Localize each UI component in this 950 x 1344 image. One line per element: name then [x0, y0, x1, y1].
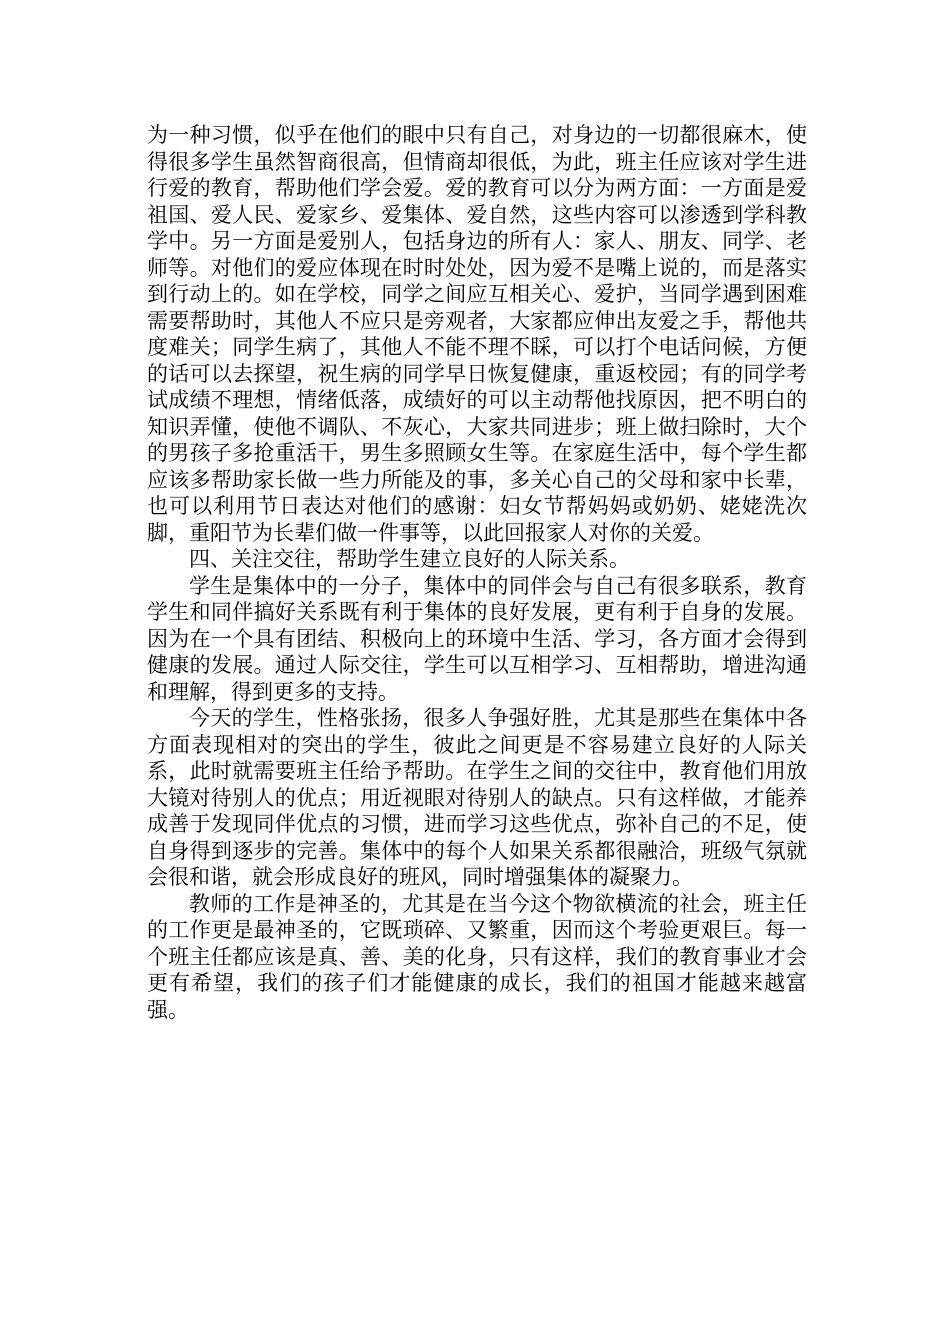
paragraph-conclusion: 教师的工作是神圣的，尤其是在当今这个物欲横流的社会，班主任的工作更是最神圣的，它既琐碎、又繁重，因而这个考验更艰巨。每一个班主任都应该是真、善、美的化身，只有这样，我们的教育事业才会更有希望，我们的孩子们才能健康的成长，我们的祖国才能越来越富强。: [147, 891, 807, 1022]
paragraph-peer-relations: 学生是集体中的一分子，集体中的同伴会与自己有很多联系，教育学生和同伴搞好关系既有利于集体的良好发展，更有利于自身的发展。因为在一个具有团结、积极向上的环境中生活、学习，各方面才会得到健康的发展。通过人际交往，学生可以互相学习、互相帮助，增进沟通和理解，得到更多的支持。: [147, 573, 807, 704]
paragraph-today-students: 今天的学生，性格张扬，很多人争强好胜，尤其是那些在集体中各方面表现相对的突出的学生，彼此之间更是不容易建立良好的人际关系，此时就需要班主任给予帮助。在学生之间的交往中，教育他们用放大镜对待别人的优点；用近视眼对待别人的缺点。只有这样做，才能养成善于发现同伴优点的习惯，进而学习这些优点，弥补自己的不足，使自身得到逐步的完善。集体中的每个人如果关系都很融洽，班级气氛就会很和谐，就会形成良好的班风，同时增强集体的凝聚力。: [147, 706, 807, 889]
document-body: [147, 122, 807, 1023]
paragraph-love-education: 为一种习惯，似乎在他们的眼中只有自己，对身边的一切都很麻木，使得很多学生虽然智商很高，但情商却很低，为此，班主任应该对学生进行爱的教育，帮助他们学会爱。爱的教育可以分为两方面：一方面是爱祖国、爱人民、爱家乡、爱集体、爱自然，这些内容可以渗透到学科教学中。另一方面是爱别人，包括身边的所有人：家人、朋友、同学、老师等。对他们的爱应体现在时时处处，因为爱不是嘴上说的，而是落实到行动上的。如在学校，同学之间应互相关心、爱护，当同学遇到困难需要帮助时，其他人不应只是旁观者，大家都应伸出友爱之手，帮他共度难关；同学生病了，其他人不能不理不睬，可以打个电话问候，方便的话可以去探望，祝生病的同学早日恢复健康，重返校园；有的同学考试成绩不理想，情绪低落，成绩好的可以主动帮他找原因，把不明白的知识弄懂，使他不调队、不灰心，大家共同进步；班上做扫除时，大个的男孩子多抢重活干，男生多照顾女生等。在家庭生活中，每个学生都应该多帮助家长做一些力所能及的事，多关心自己的父母和家中长辈，也可以利用节日表达对他们的感谢：妇女节帮妈妈或奶奶、姥姥洗次脚，重阳节为长辈们做一件事等，以此回报家人对你的关爱。: [147, 123, 807, 545]
section-heading-four: 四、关注交往，帮助学生建立良好的人际关系。: [189, 547, 630, 571]
